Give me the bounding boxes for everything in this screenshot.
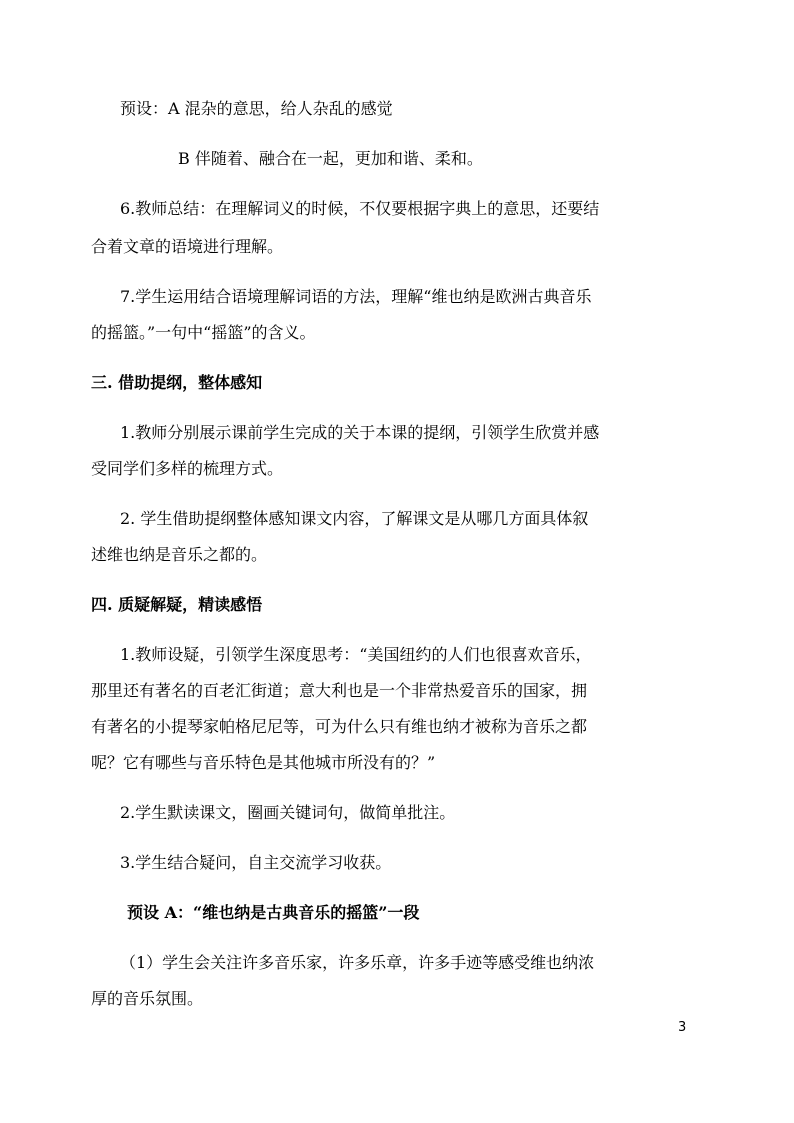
paragraph-line: 6.教师总结：在理解词义的时候，不仅要根据字典上的意思，还要结 <box>120 199 600 218</box>
paragraph-line: 厚的音乐氛围。 <box>91 989 204 1008</box>
paragraph-line: 2. 学生借助提纲整体感知课文内容，了解课文是从哪几方面具体叙 <box>120 509 589 528</box>
paragraph-line: 3.学生结合疑问，自主交流学习收获。 <box>120 853 392 872</box>
paragraph-line: B 伴随着、融合在一起，更加和谐、柔和。 <box>178 149 483 168</box>
paragraph-line: 7.学生运用结合语境理解词语的方法，理解“维也纳是欧洲古典音乐 <box>120 287 592 306</box>
paragraph-line: 的摇篮。”一句中“摇篮”的含义。 <box>91 323 316 342</box>
paragraph-line: 呢？它有哪些与音乐特色是其他城市所没有的？” <box>91 753 436 772</box>
paragraph-line: 1.教师设疑，引领学生深度思考：“美国纽约的人们也很喜欢音乐， <box>120 645 592 664</box>
paragraph-line: （1）学生会关注许多音乐家，许多乐章，许多手迹等感受维也纳浓 <box>120 953 595 972</box>
paragraph-line: 受同学们多样的梳理方式。 <box>91 459 284 478</box>
section-heading: 三. 借助提纲，整体感知 <box>91 373 263 392</box>
paragraph-line: 2.学生默读课文，圈画关键词句，做简单批注。 <box>120 803 456 822</box>
section-heading: 四. 质疑解疑，精读感悟 <box>91 595 263 614</box>
paragraph-line: 合着文章的语境进行理解。 <box>91 237 284 256</box>
page-number: 3 <box>678 1020 687 1035</box>
preset-heading: 预设 A：“维也纳是古典音乐的摇篮”一段 <box>127 903 420 922</box>
paragraph-line: 述维也纳是音乐之都的。 <box>91 545 268 564</box>
paragraph-line: 预设：A 混杂的意思，给人杂乱的感觉 <box>120 99 393 118</box>
paragraph-line: 有著名的小提琴家帕格尼尼等，可为什么只有维也纳才被称为音乐之都 <box>91 717 588 736</box>
paragraph-line: 1.教师分别展示课前学生完成的关于本课的提纲，引领学生欣赏并感 <box>120 423 600 442</box>
paragraph-line: 那里还有著名的百老汇街道；意大利也是一个非常热爱音乐的国家，拥 <box>91 681 588 700</box>
